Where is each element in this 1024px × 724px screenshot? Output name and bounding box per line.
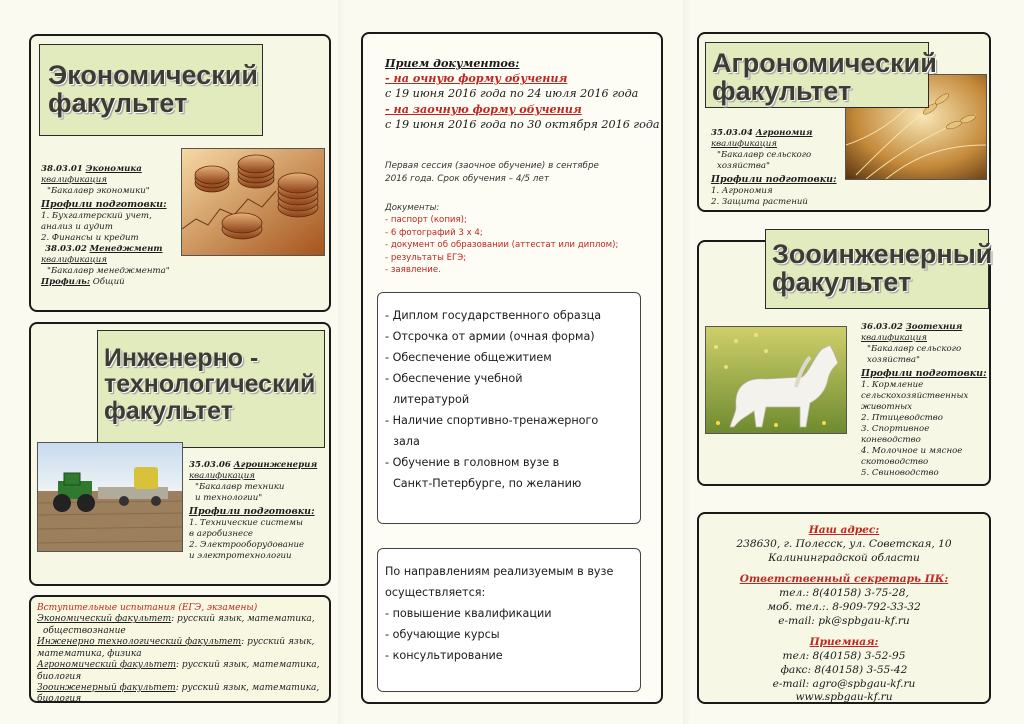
admission-full-label: - на очную форму обучения — [385, 71, 568, 86]
zoo-profile-1b: сельскохозяйственных — [861, 391, 969, 402]
zoo-profile-4: 4. Молочное и мясное — [861, 446, 963, 457]
exams-cont-1: математика, физика — [37, 648, 142, 659]
econ-profile2-value: Общий — [92, 277, 125, 288]
econ-qual-word2: квалификация — [41, 255, 108, 266]
agronomy-panel — [697, 32, 991, 212]
admission-part-dates: с 19 июня 2016 года по 30 октября 2016 года — [385, 117, 660, 131]
extra-line2: осуществляется: — [385, 586, 486, 600]
reception-phone: тел: 8(40158) 3-52-95 — [782, 650, 906, 663]
document-3: - документ об образовании (аттестат или диплом); — [385, 240, 619, 251]
reception-head: Приемная: — [809, 636, 879, 649]
tractor-photo — [37, 442, 183, 552]
benefit-1: - Диплом государственного образца — [385, 309, 602, 322]
econ-name2: Менеджмент — [89, 244, 163, 255]
engineering-title-line1: Инженерно - — [104, 344, 259, 372]
exams-cont-2: биология — [37, 671, 82, 682]
eng-code: 35.03.06 — [189, 460, 231, 470]
zoo-profile-1: 1. Кормление — [861, 380, 924, 391]
website-link[interactable]: www.spbgau-kf.ru — [795, 691, 893, 704]
eng-profile-1b: в агробизнесе — [189, 529, 253, 540]
zoo-profile-3b: коневодство — [861, 435, 921, 446]
benefit-4-cont: литературой — [393, 393, 470, 407]
agro-profile-1: 1. Агрономия — [711, 186, 773, 197]
extra-line1: По направлениям реализуемым в вузе — [385, 565, 614, 578]
zoo-title-line2: факультет — [772, 267, 912, 298]
benefits-list — [385, 305, 637, 494]
agro-name: Агрономия — [755, 128, 813, 138]
agro-profiles-head: Профили подготовки: — [711, 174, 837, 185]
zoo-profile-4b: скотоводство — [861, 457, 929, 468]
extra-item-2: - обучающие курсы — [385, 628, 500, 642]
economics-title-line2: факультет — [48, 88, 188, 119]
admission-block — [385, 56, 665, 132]
fold-right — [683, 0, 691, 724]
exams-subj-2: : русский язык, математика, — [175, 660, 320, 671]
exams-fac-3: Зооинженерный факультет — [37, 682, 176, 693]
contacts-text — [699, 524, 989, 705]
zoo-code: 36.03.02 — [861, 322, 903, 332]
zoo-name: Зоотехния — [905, 322, 963, 332]
eng-profile-2: 2. Электрооборудование — [189, 540, 305, 551]
zoo-profile-2: 2. Птицеводство — [861, 413, 943, 424]
benefit-2: - Отсрочка от армии — [385, 330, 506, 344]
econ-profile-1b: анализ и аудит — [41, 222, 113, 233]
document-2: - 6 фотографий 3 х 4; — [385, 227, 483, 238]
econ-profiles-head: Профили подготовки: — [41, 199, 167, 210]
extra-item-3: - консультирование — [385, 649, 503, 663]
economics-title-box — [39, 44, 263, 136]
economics-panel — [29, 34, 331, 312]
extra-services-box — [377, 548, 641, 692]
contacts-panel — [697, 512, 991, 704]
secretary-email[interactable]: e-mail: pk@spbgau-kf.ru — [778, 614, 910, 627]
benefit-5-cont: зала — [393, 435, 420, 449]
agro-qual-2: хозяйства" — [717, 161, 770, 171]
eng-profiles-head: Профили подготовки: — [189, 506, 315, 517]
eng-qual-1: "Бакалавр техники — [195, 482, 285, 492]
econ-name1: Экономика — [85, 164, 142, 174]
engineering-title-line2: технологический — [104, 370, 316, 399]
secretary-phone: тел.: 8(40158) 3-75-28, — [779, 587, 909, 600]
admission-full-dates: с 19 июня 2016 года по 24 июля 2016 года — [385, 87, 639, 101]
benefit-3: - Обеспечение общежитием — [385, 351, 552, 365]
address-line2: Калининградской области — [768, 551, 920, 564]
eng-qual-2: и технологии" — [195, 493, 263, 503]
econ-qual1: "Бакалавр экономики" — [47, 186, 150, 196]
agronomy-title-box — [705, 42, 937, 108]
zoo-panel — [697, 240, 991, 486]
exams-title: Вступительные испытания (ЕГЭ, экзамены) — [37, 603, 258, 613]
engineering-title-box — [97, 330, 325, 448]
documents-head: Документы: — [385, 203, 440, 213]
benefit-6: - Обучение в головном вузе в — [385, 456, 560, 470]
zoo-profile-1c: животных — [861, 402, 913, 413]
agronomy-title-line2: факультет — [712, 76, 852, 107]
exams-fac-0: Экономический факультет — [37, 614, 172, 625]
exams-subj-0: : русский язык, математика, — [171, 614, 315, 625]
zoo-qual-2: хозяйства" — [867, 355, 920, 365]
engineering-info — [189, 460, 329, 562]
econ-qual2: "Бакалавр менеджмента" — [47, 266, 170, 277]
extra-item-1: - повышение квалификации — [385, 607, 552, 621]
exams-panel — [29, 595, 331, 703]
address-head: Наш адрес: — [808, 524, 880, 536]
engineering-title-line3: факультет — [104, 396, 233, 425]
econ-qual-word1: квалификация — [41, 175, 108, 185]
eng-name: Агроинженерия — [233, 460, 318, 470]
address-line1: 238630, г. Полесск, ул. Советская, 10 — [736, 537, 952, 550]
benefit-4: - Обеспечение учебной — [385, 372, 523, 386]
eng-profile-1: 1. Технические системы — [189, 518, 304, 529]
session-line1: Первая сессия (заочное обучение) в сентябре — [385, 161, 599, 171]
document-4: - результаты ЕГЭ; — [385, 252, 467, 263]
agro-qual-word: квалификация — [711, 139, 778, 149]
benefits-box — [377, 292, 641, 524]
documents-block — [385, 202, 655, 277]
document-1: - паспорт (копия); — [385, 215, 467, 226]
benefit-5: - Наличие спортивно-тренажерного — [385, 414, 599, 428]
zoo-profiles-head: Профили подготовки: — [861, 368, 987, 379]
reception-fax: факс: 8(40158) 3-55-42 — [780, 663, 908, 676]
zoo-title-line1: Зооинженерный — [772, 239, 993, 269]
secretary-head: Ответственный секретарь ПК: — [739, 573, 949, 586]
econ-profile2-label: Профиль: — [41, 277, 90, 288]
economics-info — [41, 164, 191, 288]
zoo-profile-5: 5. Свиноводство — [861, 468, 939, 479]
agronomy-title-line1: Агрономический — [712, 48, 937, 78]
eng-profile-2b: и электротехнологии — [189, 551, 292, 562]
exams-fac-2: Агрономический факультет — [37, 660, 176, 671]
zoo-profile-3: 3. Спортивное — [861, 424, 930, 435]
zoo-title-box — [765, 229, 993, 309]
document-5: - заявление. — [385, 265, 441, 276]
horse-photo — [705, 326, 847, 434]
agro-qual-1: "Бакалавр сельского — [717, 150, 812, 160]
agro-profile-2: 2. Защита растений — [711, 197, 808, 208]
eng-qual-word: квалификация — [189, 471, 256, 481]
admission-head: Прием документов: — [385, 56, 520, 70]
econ-code2: 38.03.02 — [45, 244, 87, 255]
engineering-panel — [29, 322, 331, 586]
session-line2: 2016 года. Срок обучения – 4/5 лет — [385, 173, 549, 184]
benefit-6-cont: Санкт-Петербурге, по желанию — [393, 477, 582, 491]
econ-code1: 38.03.01 — [41, 164, 83, 174]
zoo-info — [861, 322, 989, 479]
session-block — [385, 160, 655, 186]
exams-subj-1: : русский язык, — [241, 637, 315, 648]
agro-code: 35.03.04 — [711, 128, 753, 138]
extra-services-text — [385, 561, 637, 666]
zoo-qual-word: квалификация — [861, 333, 928, 343]
economics-title-line1: Экономический — [48, 60, 258, 90]
exams-cont-3: биология — [37, 694, 82, 705]
secretary-mobile: моб. тел.:. 8-909-792-33-32 — [767, 600, 921, 613]
fold-left — [338, 0, 346, 724]
middle-panel — [361, 32, 663, 704]
admission-part-label: - на заочную форму обучения — [385, 101, 582, 116]
exams-fac-1: Инженерно технологический факультет — [37, 637, 242, 648]
zoo-qual-1: "Бакалавр сельского — [867, 344, 962, 354]
econ-profile-1: 1. Бухгалтерский учет, — [41, 211, 152, 222]
exams-subj-3: : русский язык, математика, — [175, 682, 320, 693]
reception-email[interactable]: e-mail: agro@spbgau-kf.ru — [772, 677, 916, 690]
econ-profile-2: 2. Финансы и кредит — [41, 233, 139, 244]
agronomy-info — [711, 128, 847, 208]
benefit-2-extra: (очная форма) — [505, 330, 595, 344]
exams-cont-0: обществознание — [43, 625, 126, 636]
coins-photo — [181, 148, 325, 256]
